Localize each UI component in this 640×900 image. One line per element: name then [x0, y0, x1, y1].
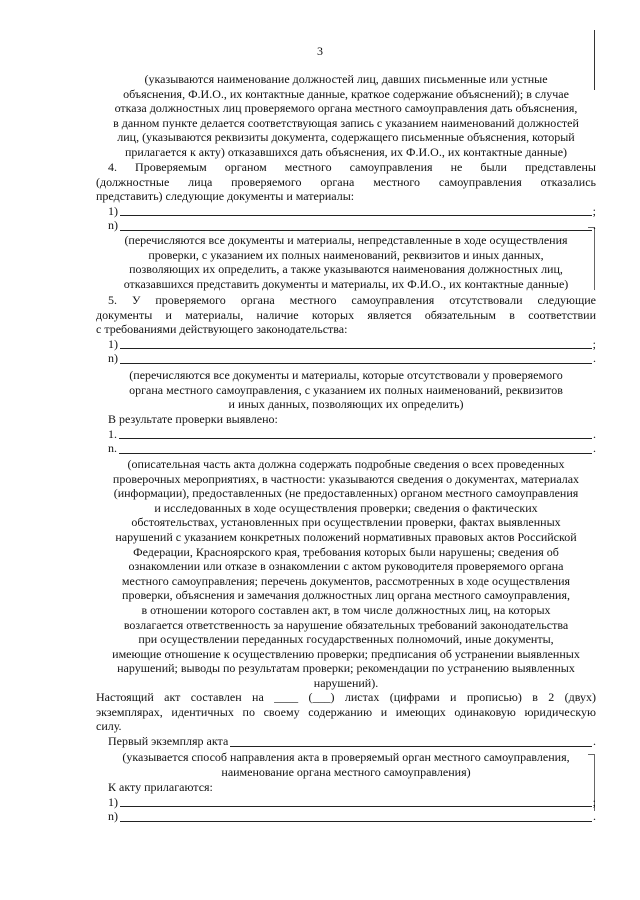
text-line: возлагается ответственность за нарушение обязательных требований законодательства — [123, 617, 569, 632]
text-line: в отношении которого составлен акт, в том числе должностных лиц, на которых — [141, 602, 551, 617]
item-5-paragraph — [96, 293, 596, 366]
text-line: (указывается способ направления акта в проверяемый орган местного самоуправления, — [122, 750, 570, 764]
results-field-1[interactable] — [96, 427, 596, 442]
text-line: представить) следующие документы и материалы: — [96, 189, 355, 204]
field-label: 1) — [108, 336, 118, 351]
field-end: . — [593, 426, 596, 441]
item-4-paragraph — [96, 160, 596, 233]
text-line: имеющие отношение к осуществлению проверки; предписания об устранении выявленных — [112, 646, 580, 661]
blank-line — [119, 428, 592, 439]
act-copies-paragraph — [96, 690, 596, 734]
text-line: и исследованных в ходе осуществления проверки; сведения о фактических — [154, 500, 538, 515]
text-line: 4. Проверяемым органом местного самоуправления не были представлены — [108, 160, 596, 174]
field-end: ; — [592, 794, 596, 809]
text-line: отказа должностных лиц проверяемого органа местного самоуправления дать объяснения, — [114, 101, 578, 116]
field-end: ; — [592, 203, 596, 218]
field-label: 1) — [108, 203, 118, 218]
field-label: n) — [108, 809, 118, 824]
field-label: 1) — [108, 794, 118, 809]
text-line: экземплярах, идентичных по своему содержанию и имеющих одинаковую юридическую — [96, 704, 596, 719]
text-line: (перечисляются все документы и материалы, которые отсутствовали у проверяемого — [129, 368, 563, 382]
text-line: объяснения, Ф.И.О., их контактные данные, краткое содержание объяснений); в случае — [123, 86, 569, 101]
blank-line — [119, 443, 592, 454]
field-label: n. — [108, 441, 117, 456]
text-line: проверочных мероприятиях, в частности: указываются сведения о документах, материалах — [112, 471, 580, 486]
field-label: Первый экземпляр акта — [108, 734, 229, 748]
page-number: 3 — [317, 44, 323, 58]
item-4-field-1[interactable] — [96, 204, 596, 219]
item-5-field-1[interactable] — [96, 337, 596, 352]
text-line: и иных данных, позволяющих их определить) — [228, 397, 464, 412]
field-label: n) — [108, 351, 118, 366]
text-line: нарушений). — [313, 675, 379, 690]
delivery-method-note — [96, 750, 596, 779]
first-copy-section — [96, 734, 596, 749]
text-line: проверки, объяснения и замечания должностных лиц органа местного самоуправления, — [122, 588, 570, 603]
attachments-section — [96, 780, 596, 824]
item-4-field-n[interactable] — [96, 218, 596, 233]
results-field-n[interactable] — [96, 441, 596, 456]
text-line: 5. У проверяемого органа местного самоуправления отсутствовали следующие — [108, 293, 596, 307]
absent-documents-note — [96, 368, 596, 412]
text-line: при осуществлении переданных государственных полномочий, иные документы, — [138, 632, 554, 647]
text-line: (описательная часть акта должна содержать подробные сведения о всех проведенных — [127, 457, 565, 471]
results-heading: В результате проверки выявлено: — [108, 412, 278, 426]
text-line: прилагается к акту) отказавшихся дать объяснения, их Ф.И.О., их контактные данные) — [124, 144, 568, 159]
blank-line — [120, 811, 592, 822]
text-line: лиц, (указываются реквизиты документа, содержащего письменные объяснения, который — [117, 130, 575, 145]
attachment-field-1[interactable] — [96, 795, 596, 810]
text-line: наименование органа местного самоуправления) — [221, 764, 471, 779]
item-5-field-n[interactable] — [96, 351, 596, 366]
text-line: в данном пункте делается соответствующая запись с указанием наименований должностей — [113, 115, 579, 130]
text-line: позволяющих их определить, а также указываются наименования должностных лиц, — [129, 262, 563, 277]
field-end: . — [593, 351, 596, 366]
descriptive-part-note — [96, 457, 596, 691]
first-copy-field[interactable] — [96, 734, 596, 749]
blank-line — [230, 736, 592, 747]
attachment-field-n[interactable] — [96, 809, 596, 824]
field-end: . — [593, 218, 596, 233]
attachments-heading: К акту прилагаются: — [108, 780, 213, 794]
blank-line — [120, 205, 592, 216]
objections-note — [96, 72, 596, 160]
field-end: . — [593, 441, 596, 456]
text-line: обстоятельствах, установленных при осуществлении проверки, фактах выявленных — [131, 515, 561, 530]
field-label: 1. — [108, 426, 117, 441]
text-line: нарушений; выводы по результатам проверки; рекомендации по устранению выявленных — [117, 661, 575, 676]
text-line: отказавшихся представить документы и материалы, их Ф.И.О., их контактные данные) — [123, 276, 569, 291]
blank-line — [120, 338, 592, 349]
text-line: нарушений с указанием конкретных положений нормативных правовых актов Российской — [115, 529, 577, 544]
text-line: документы и материалы, наличие которых является обязательным в соответствии — [96, 307, 596, 322]
text-line: Федерации, Красноярского края, требования которых были нарушены; сведения об — [133, 544, 559, 559]
blank-line — [120, 353, 592, 364]
missing-documents-note — [96, 233, 596, 291]
blank-line — [120, 220, 592, 231]
text-line: силу. — [96, 719, 122, 734]
text-line: проверки, с указанием их полных наименований, реквизитов и иных данных, — [148, 247, 544, 262]
text-line: ознакомлении или отказе в ознакомлении с актом руководителя проверяемого органа — [128, 559, 564, 574]
field-end: ; — [592, 336, 596, 351]
text-line: (информации), предоставленных (не предоставленных) органом местного самоуправления — [113, 486, 579, 501]
field-end: . — [593, 809, 596, 824]
text-line: местного самоуправления; перечень документов, рассмотренных в ходе осуществления — [121, 573, 571, 588]
field-label: n) — [108, 218, 118, 233]
text-line: органа местного самоуправления, с указанием их полных наименований, реквизитов — [129, 382, 563, 397]
text-line: (должностные лица проверяемого органа местного самоуправления отказались — [96, 174, 596, 189]
text-line: с требованиями действующего законодательства: — [96, 322, 348, 337]
text-line: (перечисляются все документы и материалы, непредставленные в ходе осуществления — [124, 233, 568, 247]
text-line: Настоящий акт составлен на ____ (___) листах (цифрами и прописью) в 2 (двух) — [96, 690, 596, 704]
results-section — [96, 412, 596, 456]
field-end: . — [593, 734, 596, 748]
text-line: (указываются наименование должностей лиц, давших письменные или устные — [144, 72, 548, 86]
blank-line — [120, 796, 592, 807]
